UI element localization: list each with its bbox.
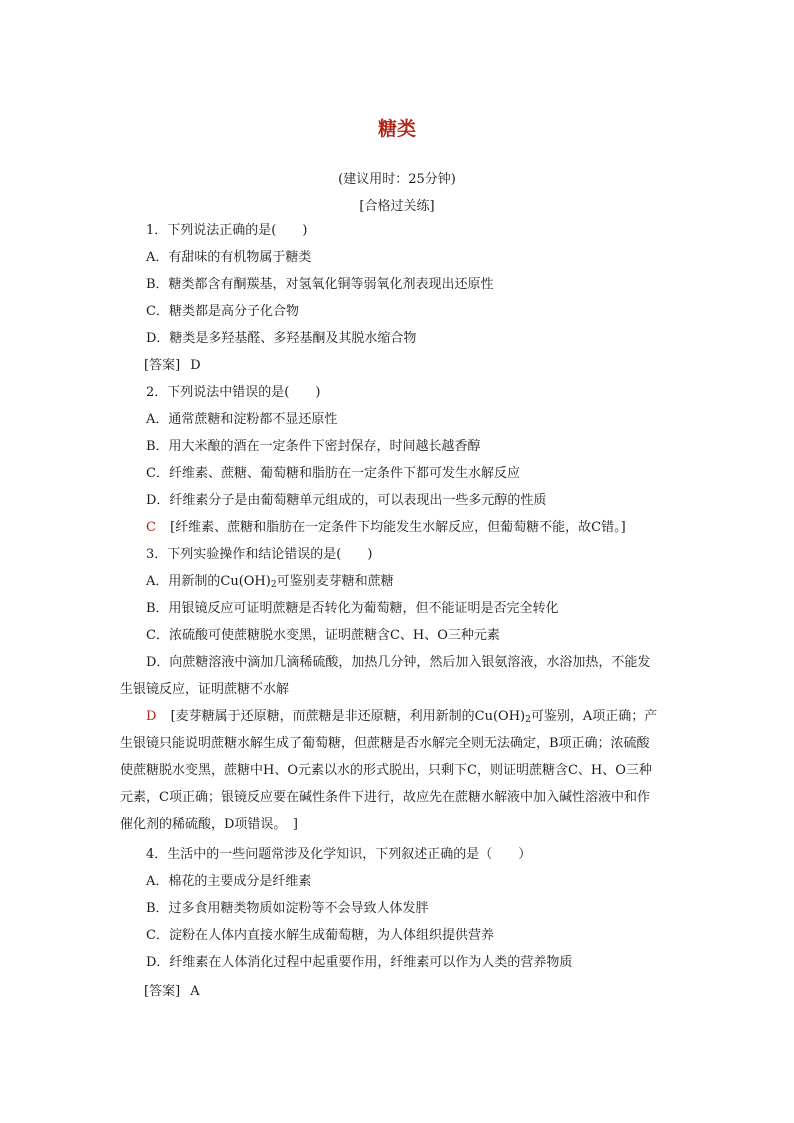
q1-option-a: A．有甜味的有机物属于糖类 <box>146 250 312 265</box>
q3-option-a-text: A．用新制的Cu(OH) <box>146 574 271 589</box>
q1-answer-tag: [答案] <box>144 358 181 373</box>
q3-explanation-subscript: 2 <box>525 715 531 725</box>
q1-answer-value: D <box>190 358 201 373</box>
q3-option-a-subscript: 2 <box>270 580 277 590</box>
q3-explanation-text: [麦芽糖属于还原糖，而蔗糖是非还原糖，利用新制的Cu(OH) <box>170 709 526 724</box>
q4-answer-tag: [答案] <box>144 984 181 999</box>
q1-option-c: C．糖类都是高分子化合物 <box>146 304 299 319</box>
q3-option-a-text-end: 可鉴别麦芽糖和蔗糖 <box>276 574 394 589</box>
q3-explanation-line1 <box>171 709 658 724</box>
q2-option-d: D．纤维素分子是由葡萄糖单元组成的，可以表现出一些多元醇的性质 <box>146 493 547 508</box>
q2-option-c: C．纤维素、蔗糖、葡萄糖和脂肪在一定条件下都可发生水解反应 <box>146 466 520 481</box>
q3-stem: 3．下列实验操作和结论错误的是( ) <box>146 547 373 562</box>
q3-answer <box>146 707 657 727</box>
q4-answer-value: A <box>190 984 200 999</box>
q2-answer-value: C <box>146 520 156 535</box>
q3-explanation-line5: 催化剂的稀硫酸，D项错误。 ] <box>120 817 298 832</box>
q3-option-a <box>146 572 394 592</box>
q1-answer <box>144 356 201 376</box>
q2-stem: 2．下列说法中错误的是( ) <box>146 385 321 400</box>
page-title: 糖类 <box>377 118 416 140</box>
section-label: [合格过关练] <box>359 199 435 214</box>
q3-explanation-line3: 使蔗糖脱水变黑，蔗糖中H、O元素以水的形式脱出，只剩下C，则证明蔗糖含C、H、O三种 <box>120 763 652 778</box>
q3-explanation-text-end: 可鉴别，A项正确；产 <box>530 709 658 724</box>
q2-answer <box>146 518 626 538</box>
q4-option-b: B．过多食用糖类物质如淀粉等不会导致人体发胖 <box>146 901 429 916</box>
q4-answer <box>144 982 200 1002</box>
q4-option-d: D．纤维素在人体消化过程中起重要作用，纤维素可以作为人类的营养物质 <box>146 955 573 970</box>
q4-option-c: C．淀粉在人体内直接水解生成葡萄糖，为人体组织提供营养 <box>146 928 494 943</box>
q3-option-b: B．用银镜反应可证明蔗糖是否转化为葡萄糖，但不能证明是否完全转化 <box>146 601 559 616</box>
q4-stem: 4．生活中的一些问题常涉及化学知识，下列叙述正确的是（ ） <box>146 847 532 862</box>
q3-option-d-line2: 生银镜反应，证明蔗糖不水解 <box>120 682 290 697</box>
q3-answer-value: D <box>146 709 157 724</box>
q1-option-b: B．糖类都含有酮羰基，对氢氧化铜等弱氧化剂表现出还原性 <box>146 277 494 292</box>
q3-option-d-line1: D．向蔗糖溶液中滴加几滴稀硫酸，加热几分钟，然后加入银氨溶液，水浴加热，不能发 <box>146 655 651 670</box>
q2-explanation: [纤维素、蔗糖和脂肪在一定条件下均能发生水解反应，但葡萄糖不能，故C错。] <box>170 520 626 535</box>
suggested-time: (建议用时：25分钟) <box>338 172 456 187</box>
q2-option-b: B．用大米酿的酒在一定条件下密封保存，时间越长越香醇 <box>146 439 481 454</box>
q2-option-a: A．通常蔗糖和淀粉都不显还原性 <box>146 412 338 427</box>
q1-option-d: D．糖类是多羟基醛、多羟基酮及其脱水缩合物 <box>146 331 417 346</box>
q3-option-c: C．浓硫酸可使蔗糖脱水变黑，证明蔗糖含C、H、O三种元素 <box>146 628 500 643</box>
q1-stem: 1．下列说法正确的是( ) <box>146 223 308 238</box>
q3-explanation-line2: 生银镜只能说明蔗糖水解生成了葡萄糖，但蔗糖是否水解完全则无法确定，B项正确；浓硫酸 <box>120 736 650 751</box>
q3-explanation-line4: 元素，C项正确；银镜反应要在碱性条件下进行，故应先在蔗糖水解液中加入碱性溶液中和作 <box>120 790 650 805</box>
q4-option-a: A．棉花的主要成分是纤维素 <box>146 874 312 889</box>
